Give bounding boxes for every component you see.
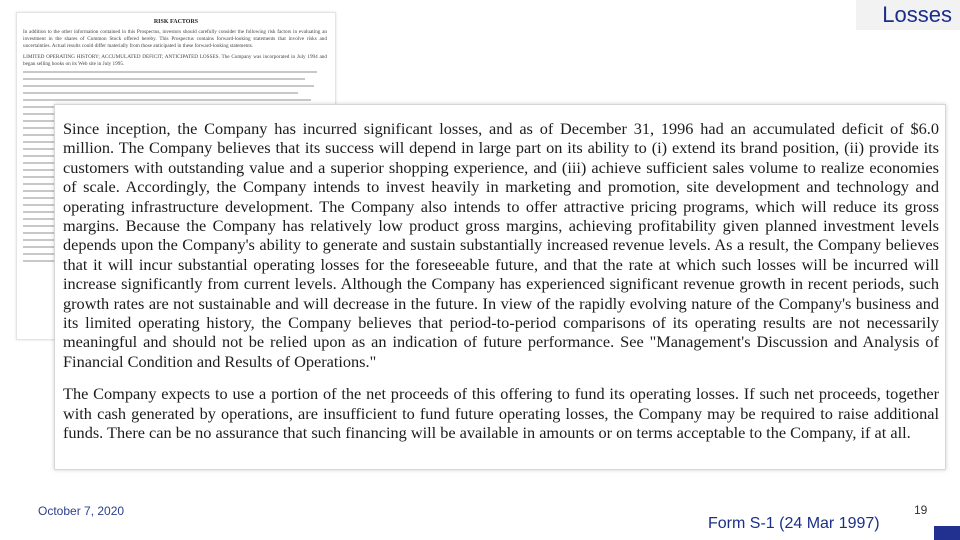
slide-title: Losses — [882, 2, 952, 27]
page-number: 19 — [914, 503, 928, 517]
corner-accent-block — [934, 526, 960, 540]
excerpt-paragraph-1: Since inception, the Company has incurred significant losses, and as of December 31, 1996 had an accumulated deficit of $6.0 million. The Company believes that its success will depend in large part on its ability to (i) extend its brand position, (ii) provide its customers with outstanding value and a superior shopping experience, and (iii) achieve sufficient sales volume to realize economies of scale. Accordingly, the Company intends to invest heavily in marketing and promotion, site development and technology and operating infrastructure development. The Company also intends to offer attractive pricing programs, which will reduce its gross margins. Because the Company has relatively low product gross margins, achieving profitability given planned investment levels depends upon the Company's ability to generate and sustain substantially increased revenue levels. As a result, the Company believes that it will incur substantial operating losses for the foreseeable future, and that the rate at which such losses will be incurred will increase significantly from current levels. Although the Company has experienced significant revenue growth in recent periods, such growth rates are not sustainable and will decrease in the future. In view of the rapidly evolving nature of the Company's business and its limited operating history, the Company believes that period-to-period comparisons of its operating results are not necessarily meaningful and should not be relied upon as an indication of future performance. See "Management's Discussion and Analysis of Financial Condition and Results of Operations." — [63, 119, 939, 371]
excerpt-paragraph-2: The Company expects to use a portion of the net proceeds of this offering to fund its operating losses. If such net proceeds, together with cash generated by operations, are insufficient to fund future operating losses, the Company may be required to raise additional funds. There can be no assurance that such financing will be available in amounts or on terms acceptable to the Company, if at all. — [63, 384, 939, 443]
slide-title-box — [856, 0, 960, 30]
background-document-section: LIMITED OPERATING HISTORY; ACCUMULATED DEFICIT; ANTICIPATED LOSSES. The Company was incorporated in July 1994 and began selling books on its Web site in July 1995. — [23, 54, 327, 67]
footer-source: Form S-1 (24 Mar 1997) — [708, 515, 880, 532]
risk-factors-excerpt — [54, 104, 946, 470]
footer-date: October 7, 2020 — [38, 504, 125, 518]
background-document-heading: RISK FACTORS — [153, 19, 199, 25]
background-document-intro: In addition to the other information contained in this Prospectus, investors should carefully consider the following risk factors in evaluating an investment in the shares of Common Stock offered hereby. This Prospectus contains forward-looking statements that involve risks and uncertainties. Actual results could differ materially from those anticipated in these forward-looking statements. — [23, 29, 327, 49]
